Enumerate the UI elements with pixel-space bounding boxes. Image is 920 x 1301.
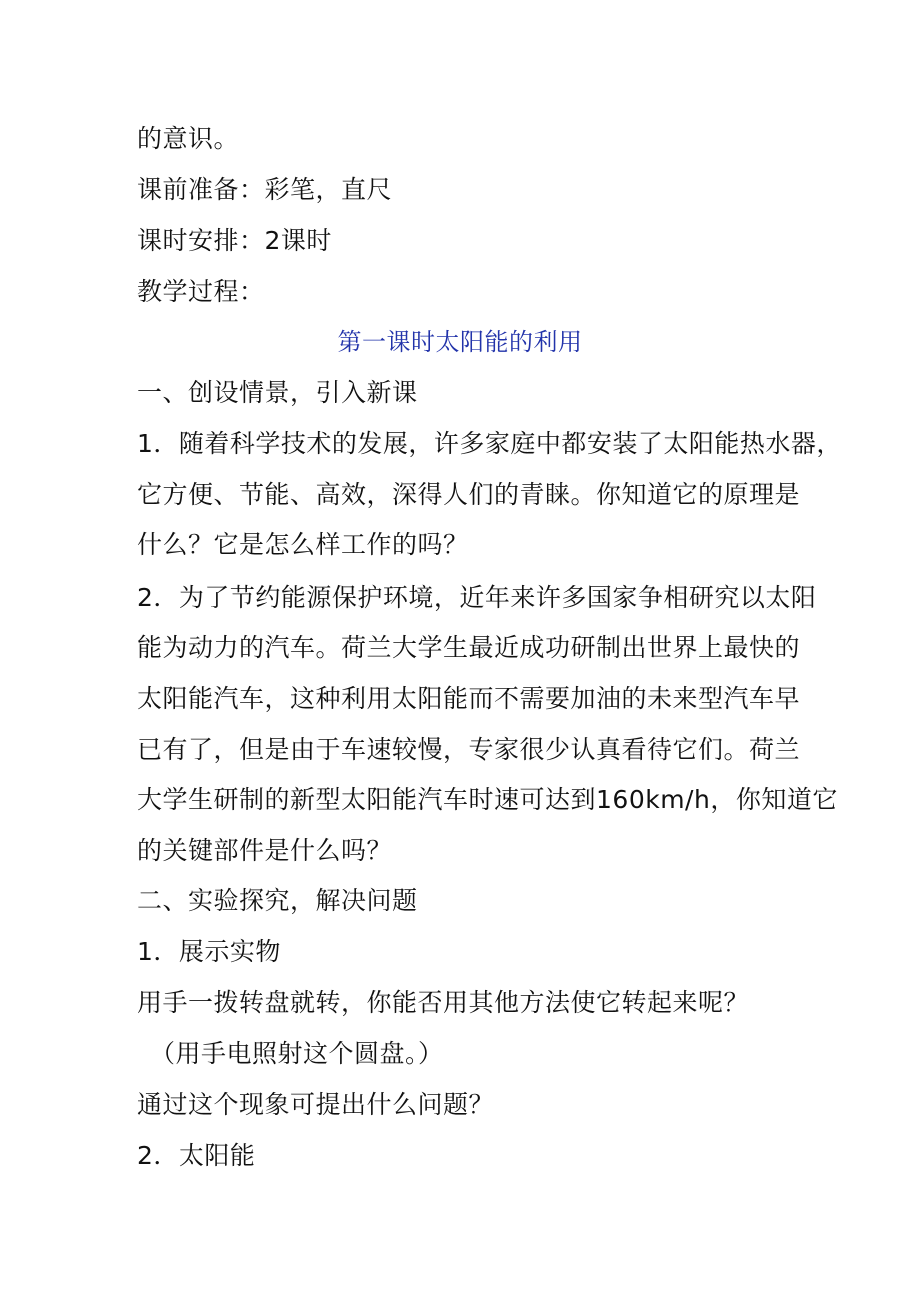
text-line-turntable: 用手一拨转盘就转，你能否用其他方法使它转起来呢？ — [137, 988, 750, 1017]
text-line-flashlight: （用手电照射这个圆盘。） — [150, 1039, 444, 1068]
paragraph-1-line-3: 什么？它是怎么样工作的吗？ — [137, 530, 469, 559]
paragraph-1-line-1: 1．随着科学技术的发展，许多家庭中都安装了太阳能热水器， — [137, 429, 842, 458]
text-line-schedule: 课时安排：2课时 — [137, 226, 332, 255]
paragraph-2-line-1: 2．为了节约能源保护环境，近年来许多国家争相研究以太阳 — [137, 583, 817, 612]
paragraph-2-line-3: 太阳能汽车，这种利用太阳能而不需要加油的未来型汽车早 — [137, 684, 801, 713]
text-line-intent: 的意识。 — [137, 124, 240, 153]
text-line-question: 通过这个现象可提出什么问题？ — [137, 1090, 495, 1119]
paragraph-2-line-6: 的关键部件是什么吗？ — [137, 836, 393, 865]
paragraph-2-line-2: 能为动力的汽车。荷兰大学生最近成功研制出世界上最快的 — [137, 633, 801, 662]
section-heading-1: 一、创设情景，引入新课 — [137, 378, 418, 407]
section-heading-2: 二、实验探究，解决问题 — [137, 886, 418, 915]
subheading-solar-energy: 2．太阳能 — [137, 1141, 256, 1170]
subheading-show-object: 1．展示实物 — [137, 937, 281, 966]
lesson-title: 第一课时太阳能的利用 — [337, 328, 583, 356]
paragraph-2-line-5: 大学生研制的新型太阳能汽车时速可达到160km/h，你知道它 — [137, 785, 838, 814]
paragraph-1-line-2: 它方便、节能、高效，深得人们的青睐。你知道它的原理是 — [137, 480, 801, 509]
text-line-process-heading: 教学过程： — [137, 277, 265, 306]
text-line-preparation: 课前准备：彩笔，直尺 — [137, 175, 393, 204]
paragraph-2-line-4: 已有了，但是由于车速较慢，专家很少认真看待它们。荷兰 — [137, 735, 801, 764]
